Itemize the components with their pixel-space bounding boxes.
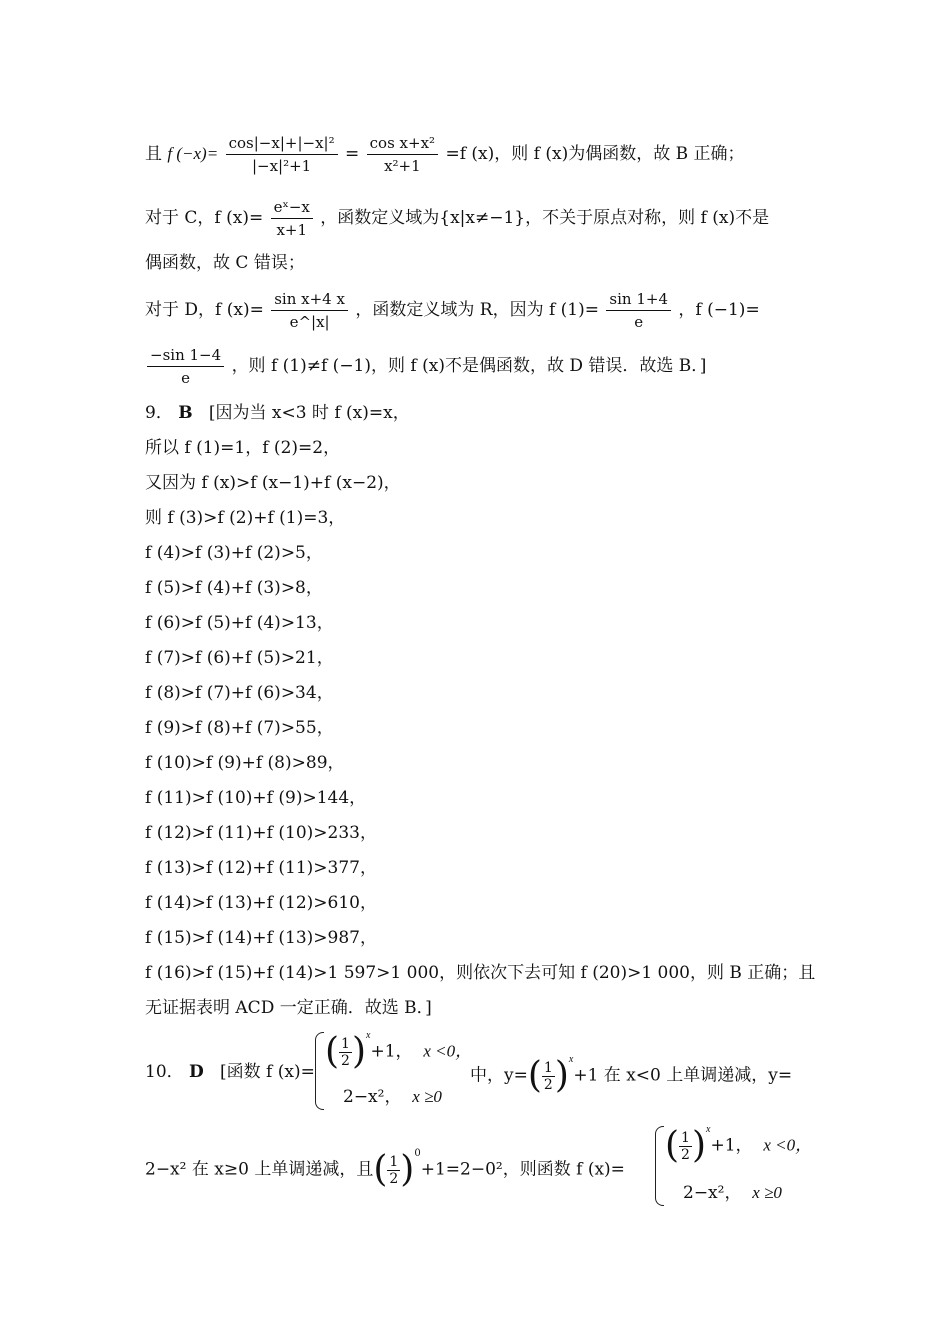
fraction: $\frac{\sin 1+4}{e}$ [606,290,671,331]
fraction: $\frac{\text{eˣ−x}}{x+1}$ [271,198,313,239]
p9-heading: 9． B [因为当 x<3 时 f (x)=x， [145,403,410,423]
answer-label: D [189,1062,204,1082]
p9-line: f (4)>f (3)+f (2)>5， [145,543,323,563]
p9-line: f (12)>f (11)+f (10)>233， [145,823,377,843]
p9-line: 又因为 f (x)>f (x−1)+f (x−2)， [145,473,401,493]
p9-line: f (6)>f (5)+f (4)>13， [145,613,334,633]
piecewise-brace [655,1126,664,1206]
p9-line: f (5)>f (4)+f (3)>8， [145,578,323,598]
p9-line: 则 f (3)>f (2)+f (1)=3， [145,508,346,528]
p9-line: f (16)>f (15)+f (14)>1 597>1 000，则依次下去可知 f (20)>1 000，则 B 正确；且 [145,963,816,983]
p9-line: f (10)>f (9)+f (8)>89， [145,753,345,773]
answer-label: B [178,403,193,423]
p10-block-2: 2−x² 在 x≥0 上单调递减，且( $\frac{1}{2}$ )$^0$+1=2−0²，则函数 f (x)= ( $\frac{1}{2}$ )$^x$+1， x <0， 2−x²， x ≥0 [145,1124,815,1214]
fraction: $\frac{\text{cos x+x²}}{\text{x²+1}}$ [367,134,438,175]
p9-line: f (9)>f (8)+f (7)>55， [145,718,334,738]
piecewise-case-2: 2−x²， x ≥0 [683,1183,782,1203]
p9-line: f (8)>f (7)+f (6)>34， [145,683,334,703]
fraction: $\frac{-\sin 1-4}{e}$ [147,346,224,387]
piecewise-case-1: ( $\frac{1}{2}$ )$^x$+1， x <0， [665,1123,813,1166]
piecewise-brace [315,1032,324,1110]
p8-line-3: 偶函数，故 C 错误； [145,253,305,273]
p8-line-2: 对于 C，f (x)= $\frac{\text{eˣ−x}}{x+1}$ ，函数定义域为{x|x≠−1}，不关于原点对称，则 f (x)不是 [145,198,770,239]
p9-line: 所以 f (1)=1，f (2)=2， [145,438,341,458]
piecewise-case-2: 2−x²， x ≥0 [343,1087,442,1107]
p9-line: f (13)>f (12)+f (11)>377， [145,858,377,878]
p10-block-1: 10． D [函数 f (x)= ( $\frac{1}{2}$ )$^x$+1， x <0， 2−x²， x ≥0 中，y=( $\frac{1}{2}$ )$^x$+1 在 x<0 上单调递减，y= [145,1030,815,1120]
fraction: $\frac{\text{cos|−x|+|−x|²}}{\text{|−x|²+1}}$ [226,134,338,175]
p8-line-5: $\frac{-\sin 1-4}{e}$ ，则 f (1)≠f (−1)，则 f (x)不是偶函数，故 D 错误．故选 B．] [145,346,810,387]
p8-line-4: 对于 D，f (x)= $\frac{\text{sin x+4 x}}{e\^{}|x|}$ ，函数定义域为 R，因为 f (1)= $\frac{\sin 1+4}{e}$ ，f (−1)= [145,290,760,331]
fraction: $\frac{\text{sin x+4 x}}{e\^{}|x|}$ [271,290,348,331]
p9-line: f (15)>f (14)+f (13)>987， [145,928,377,948]
p9-line: f (7)>f (6)+f (5)>21， [145,648,334,668]
piecewise-case-1: ( $\frac{1}{2}$ )$^x$+1， x <0， [325,1029,473,1072]
p9-line: f (11)>f (10)+f (9)>144， [145,788,367,808]
p8-line-1: 且 f (−x)= $\frac{\text{cos|−x|+|−x|²}}{\text{|−x|²+1}}$ = $\frac{\text{cos x+x²}}{\text{x²+1}}$ =f (x)，则 f (x)为偶函数，故 B 正确； [145,134,745,175]
p9-line: 无证据表明 ACD 一定正确．故选 B．] [145,998,432,1018]
p9-line: f (14)>f (13)+f (12)>610， [145,893,377,913]
